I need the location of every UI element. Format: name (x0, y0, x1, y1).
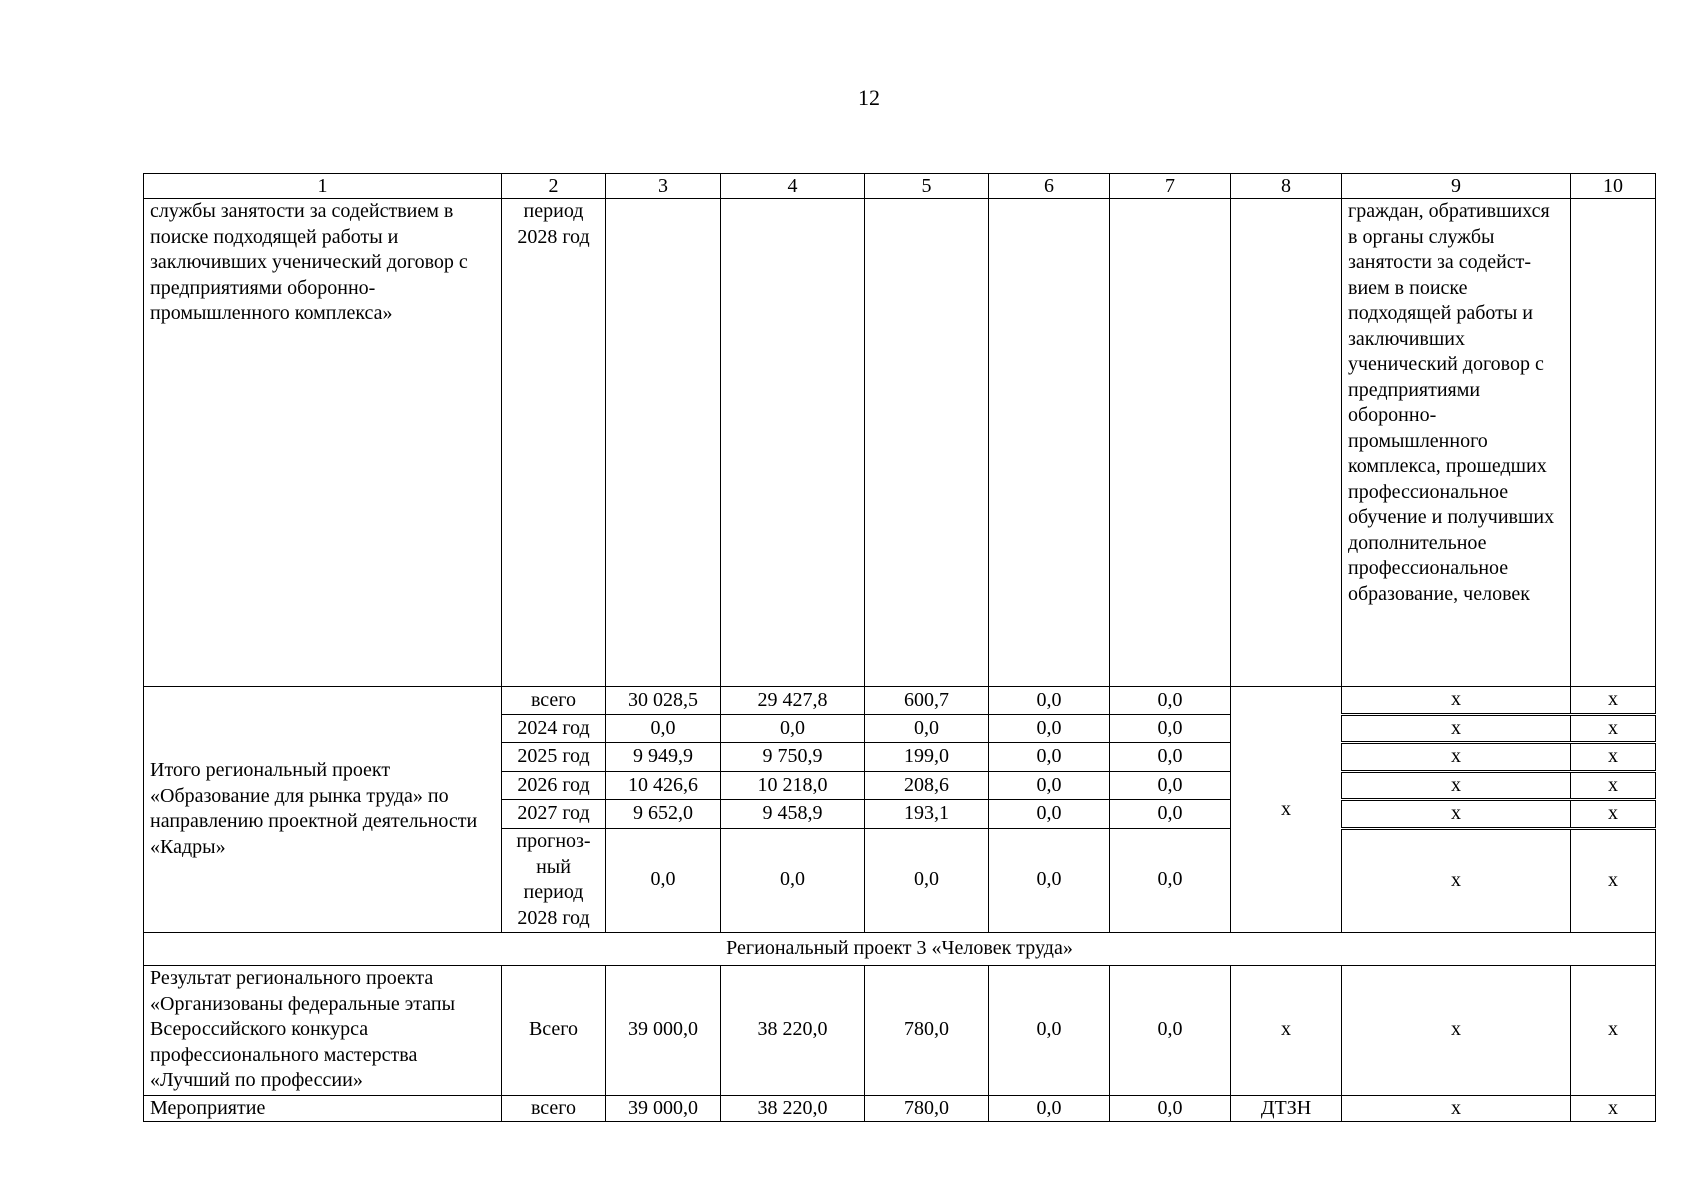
value-cell: 0,0 (1110, 965, 1231, 1095)
empty-cell (865, 199, 989, 687)
period-cell: 2025 год (502, 743, 606, 772)
value-cell: 9 458,9 (721, 800, 865, 829)
value-cell: х (1342, 800, 1571, 829)
value-cell: 0,0 (606, 828, 721, 932)
value-cell: х (1571, 1095, 1656, 1122)
continued-period: период 2028 год (502, 199, 606, 687)
value-cell: 0,0 (865, 828, 989, 932)
empty-cell (721, 199, 865, 687)
value-cell: 38 220,0 (721, 1095, 865, 1122)
value-cell: 30 028,5 (606, 687, 721, 715)
empty-cell (989, 199, 1110, 687)
continued-indicator: граждан, обратившихся в органы службы занятости за содейст- вием в поиске подходящей работы и заключивших ученический договор с предприятиями оборонно- промышленного комплекса, прошедших профессиональное обучение и получивших дополнительное профессиональное образование, человек (1342, 199, 1571, 687)
column-header: 10 (1571, 174, 1656, 199)
value-cell: 0,0 (1110, 714, 1231, 743)
continued-description: службы занятости за содействием в поиске подходящей работы и заключивших ученический договор с предприятиями оборонно-промышленного комплекса» (144, 199, 502, 687)
value-cell: 199,0 (865, 743, 989, 772)
value-cell: 39 000,0 (606, 965, 721, 1095)
empty-cell (606, 199, 721, 687)
event-label: Мероприятие (144, 1095, 502, 1122)
value-cell: 0,0 (989, 965, 1110, 1095)
value-cell: х (1571, 828, 1656, 932)
column-number-row (144, 174, 1656, 199)
value-cell: 10 218,0 (721, 771, 865, 800)
result-row (144, 965, 1656, 1095)
value-cell: 780,0 (865, 1095, 989, 1122)
value-cell: 38 220,0 (721, 965, 865, 1095)
value-cell: 780,0 (865, 965, 989, 1095)
section-title: Региональный проект 3 «Человек труда» (144, 932, 1656, 965)
column-header: 9 (1342, 174, 1571, 199)
period-cell: 2026 год (502, 771, 606, 800)
budget-table (143, 173, 1656, 1122)
value-cell: х (1342, 687, 1571, 715)
total-label: Итого региональный проект «Образование для рынка труда» по направлению проектной деятельности «Кадры» (144, 687, 502, 933)
column-header: 4 (721, 174, 865, 199)
column-header: 5 (865, 174, 989, 199)
responsible-cell: ДТЗН (1231, 1095, 1342, 1122)
continued-row (144, 199, 1656, 687)
value-cell: 0,0 (989, 800, 1110, 829)
empty-cell (1571, 199, 1656, 687)
value-cell: х (1571, 714, 1656, 743)
value-cell: х (1342, 828, 1571, 932)
value-cell: 9 949,9 (606, 743, 721, 772)
value-cell: 9 750,9 (721, 743, 865, 772)
empty-cell (1110, 199, 1231, 687)
value-cell: 208,6 (865, 771, 989, 800)
column-header: 3 (606, 174, 721, 199)
period-cell: всего (502, 1095, 606, 1122)
value-cell: 600,7 (865, 687, 989, 715)
column-header: 6 (989, 174, 1110, 199)
value-cell: х (1571, 687, 1656, 715)
value-cell: 0,0 (1110, 1095, 1231, 1122)
period-cell: прогноз- ный период 2028 год (502, 828, 606, 932)
value-cell: х (1342, 1095, 1571, 1122)
value-cell: 0,0 (989, 828, 1110, 932)
value-cell: 10 426,6 (606, 771, 721, 800)
value-cell: 9 652,0 (606, 800, 721, 829)
period-cell: Всего (502, 965, 606, 1095)
value-cell: 0,0 (1110, 687, 1231, 715)
column-header: 2 (502, 174, 606, 199)
value-cell: 0,0 (606, 714, 721, 743)
section-row (144, 932, 1656, 965)
value-cell: 0,0 (1110, 771, 1231, 800)
event-row (144, 1095, 1656, 1122)
value-cell: 39 000,0 (606, 1095, 721, 1122)
column-header: 8 (1231, 174, 1342, 199)
value-cell: 0,0 (989, 1095, 1110, 1122)
column-header: 7 (1110, 174, 1231, 199)
value-cell: 0,0 (1110, 743, 1231, 772)
value-cell: х (1571, 771, 1656, 800)
page-number: 12 (858, 85, 880, 110)
value-cell: 193,1 (865, 800, 989, 829)
value-cell: 0,0 (721, 714, 865, 743)
value-cell: х (1571, 800, 1656, 829)
value-cell: 0,0 (989, 743, 1110, 772)
value-cell: 0,0 (989, 687, 1110, 715)
period-cell: 2024 год (502, 714, 606, 743)
value-cell: х (1342, 714, 1571, 743)
table-row (144, 687, 1656, 715)
period-cell: всего (502, 687, 606, 715)
value-cell: х (1342, 743, 1571, 772)
value-cell: 0,0 (989, 714, 1110, 743)
total-col8: х (1231, 687, 1342, 933)
value-cell: 0,0 (865, 714, 989, 743)
value-cell: х (1342, 965, 1571, 1095)
value-cell: х (1571, 965, 1656, 1095)
result-label: Результат регионального проекта «Организованы федеральные этапы Всероссийского конкурса профессионального мастерства «Лучший по профессии» (144, 965, 502, 1095)
value-cell: 0,0 (989, 771, 1110, 800)
value-cell: х (1231, 965, 1342, 1095)
column-header: 1 (144, 174, 502, 199)
value-cell: 29 427,8 (721, 687, 865, 715)
empty-cell (1231, 199, 1342, 687)
value-cell: х (1571, 743, 1656, 772)
period-cell: 2027 год (502, 800, 606, 829)
value-cell: 0,0 (1110, 828, 1231, 932)
value-cell: 0,0 (721, 828, 865, 932)
value-cell: 0,0 (1110, 800, 1231, 829)
value-cell: х (1342, 771, 1571, 800)
